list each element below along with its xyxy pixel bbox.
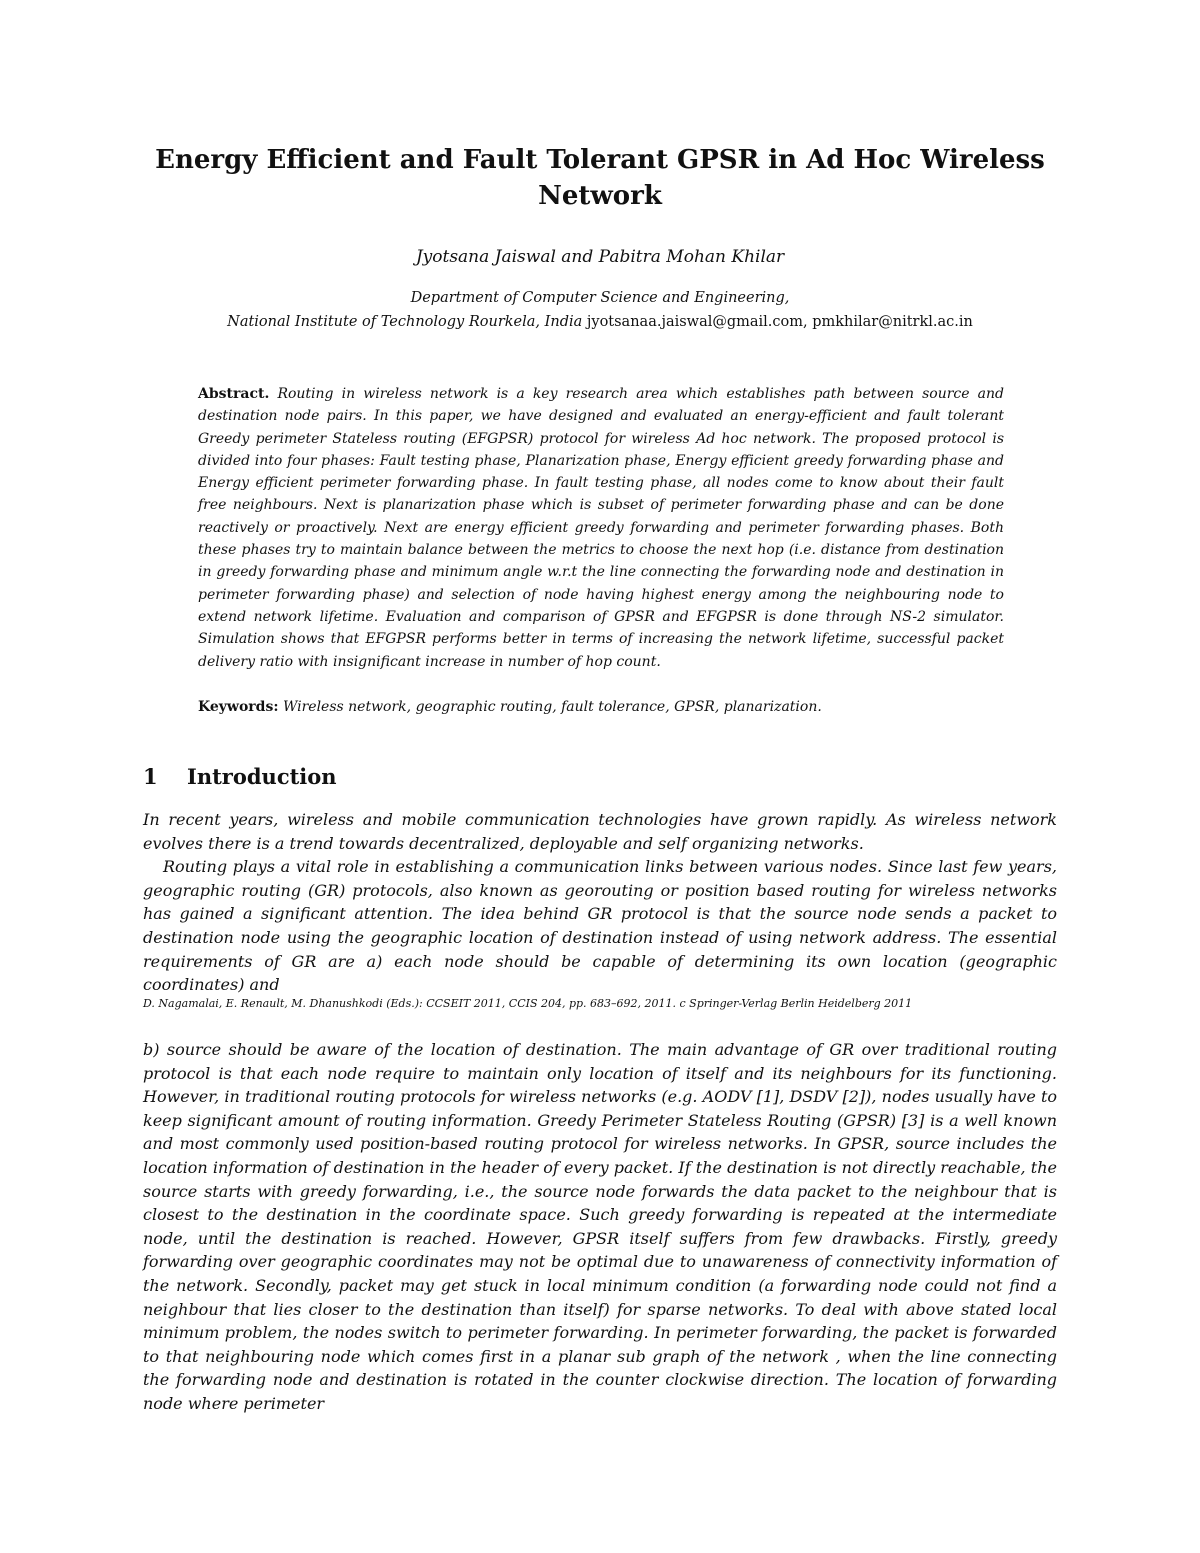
affiliation-institute-line xyxy=(150,310,1050,334)
section-title: Introduction xyxy=(187,764,337,789)
introduction-text xyxy=(143,808,1057,997)
section-number: 1 xyxy=(143,764,158,789)
paper-authors: Jyotsana Jaiswal and Pabitra Mohan Khilar xyxy=(415,247,785,267)
abstract xyxy=(198,383,1004,673)
abstract-text: Routing in wireless network is a key research area which establishes path between source and destination node pairs. In this paper, we have designed and evaluated an energy-efficient and fault tolerant Greedy perimeter Stateless routing (EFGPSR) protocol for wireless Ad hoc network. The proposed protocol is divided into four phases: Fault testing phase, Planarization phase, Energy efficient greedy forwarding phase and Energy efficient perimeter forwarding phase. In fault testing phase, all nodes come to know about their fault free neighbours. Next is planarization phase which is subset of perimeter forwarding phase and can be done reactively or proactively. Next are energy efficient greedy forwarding and perimeter forwarding phases. Both these phases try to maintain balance between the metrics to choose the next hop (i.e. distance from destination in greedy forwarding phase and minimum angle w.r.t the line connecting the forwarding node and destination in perimeter forwarding phase) and selection of node having highest energy among the neighbouring node to extend network lifetime. Evaluation and comparison of GPSR and EFGPSR is done through NS-2 simulator. Simulation shows that EFGPSR performs better in terms of increasing the network lifetime, successful packet delivery ratio with insignificant increase in number of hop count. xyxy=(198,386,1005,670)
introduction-continued xyxy=(143,1038,1057,1416)
keywords-text: Wireless network, geographic routing, fault tolerance, GPSR, planarization. xyxy=(282,699,822,715)
affiliation-institute: National Institute of Technology Rourkela, India xyxy=(227,314,583,330)
citation-footer: D. Nagamalai, E. Renault, M. Dhanushkodi (Eds.): CCSEIT 2011, CCIS 204, pp. 683–692, 2011. c Springer-Verlag Berlin Heidelberg 2011 xyxy=(143,997,913,1010)
intro-paragraph-1: In recent years, wireless and mobile communication technologies have grown rapidly. As wireless network evolves there is a trend towards decentralized, deployable and self organizing networks. xyxy=(143,810,1057,853)
keywords-label: Keywords: xyxy=(198,699,279,715)
affiliation-block xyxy=(150,286,1050,334)
paper-title: Energy Efficient and Fault Tolerant GPSR in Ad Hoc Wireless Network xyxy=(155,145,1045,211)
keywords xyxy=(198,696,1004,718)
intro-paragraph-2: Routing plays a vital role in establishing a communication links between various nodes. Since last few years, geographic routing (GR) protocols, also known as georouting or position based routing for wireless networks has gained a significant attention. The idea behind GR protocol is that the source node sends a packet to destination node using the geographic location of destination instead of using network address. The essential requirements of GR are a) each node should be capable of determining its own location (geographic coordinates) and xyxy=(143,857,1057,995)
section-heading-introduction xyxy=(143,762,337,792)
abstract-label: Abstract. xyxy=(198,386,270,402)
intro-paragraph-3: b) source should be aware of the location of destination. The main advantage of GR over traditional routing protocol is that each node require to maintain only location of itself and its neighbours for its functioning. However, in traditional routing protocols for wireless networks (e.g. AODV [1], DSDV [2]), nodes usually have to keep significant amount of routing information. Greedy Perimeter Stateless Routing (GPSR) [3] is a well known and most commonly used position-based routing protocol for wireless networks. In GPSR, source includes the location information of destination in the header of every packet. If the destination is not directly reachable, the source starts with greedy forwarding, i.e., the source node forwards the data packet to the neighbour that is closest to the destination in the coordinate space. Such greedy forwarding is repeated at the intermediate node, until the destination is reached. However, GPSR itself suffers from few drawbacks. Firstly, greedy forwarding over geographic coordinates may not be optimal due to unawareness of connectivity information of the network. Secondly, packet may get stuck in local minimum condition (a forwarding node could not find a neighbour that lies closer to the destination than itself) for sparse networks. To deal with above stated local minimum problem, the nodes switch to perimeter forwarding. In perimeter forwarding, the packet is forwarded to that neighbouring node which comes first in a planar sub graph of the network , when the line connecting the forwarding node and destination is rotated in the counter clockwise direction. The location of forwarding node where perimeter xyxy=(143,1040,1057,1413)
author-emails: jyotsanaa.jaiswal@gmail.com, pmkhilar@nitrkl.ac.in xyxy=(586,314,973,330)
affiliation-department: Department of Computer Science and Engineering, xyxy=(410,290,790,306)
